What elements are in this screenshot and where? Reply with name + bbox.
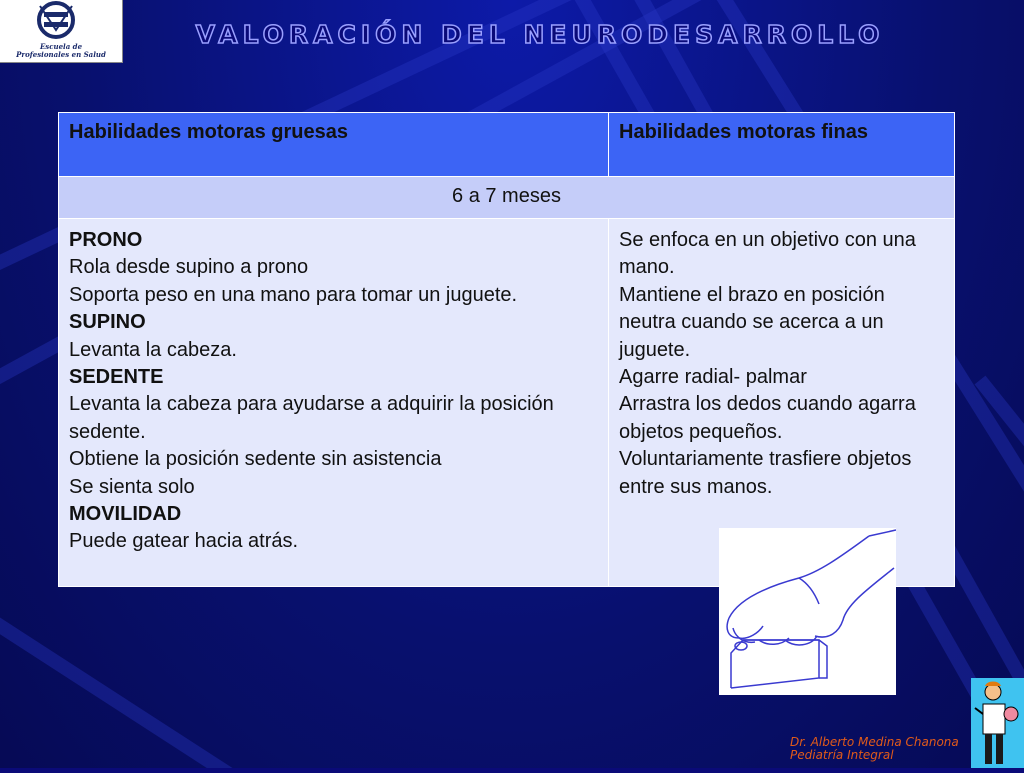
gross-item: Puede gatear hacia atrás. [69,530,299,553]
gross-item: Levanta la cabeza. [69,338,237,361]
gross-motor-cell [59,219,609,587]
age-range: 6 a 7 meses [59,177,955,219]
fine-item: Se enfoca en un objetivo con una mano. [619,229,916,279]
doctor-mascot [971,678,1024,768]
logo-text-line1: Escuela de [39,42,83,51]
hand-grasp-illustration [719,528,896,695]
logo-text-line2: Profesionales en Salud [16,50,106,59]
gross-item: SUPINO [69,311,146,334]
fine-item: Agarre radial- palmar [619,366,807,389]
hand-drawing-icon [719,528,896,695]
author-credit [790,736,959,762]
fine-item: Mantiene el brazo en posición neutra cuando se acerca a un juguete. [619,283,885,361]
gross-item: SEDENTE [69,366,164,389]
gross-item: Soporta peso en una mano para tomar un juguete. [69,283,518,306]
header-fine-motor: Habilidades motoras finas [609,113,955,177]
gross-item: MOVILIDAD [69,503,182,526]
doctor-icon [971,678,1024,768]
gross-item: Se sienta solo [69,475,195,498]
slide-title: VALORACIÓN DEL NEURODESARROLLO [195,20,885,49]
school-logo [0,0,123,63]
logo-caption [4,43,118,59]
author-subtitle: Pediatría Integral [790,748,894,762]
fine-item: Voluntariamente trasfiere objetos entre sus manos. [619,448,912,498]
author-name: Dr. Alberto Medina Chanona [790,735,959,749]
gross-item: PRONO [69,229,143,251]
gross-item: Rola desde supino a prono [69,256,309,279]
age-row [59,177,955,219]
header-gross-motor: Habilidades motoras gruesas [59,113,609,177]
table-header-row [59,113,955,177]
gross-item: Obtiene la posición sedente sin asistencia [69,448,442,471]
fine-item: Arrastra los dedos cuando agarra objetos pequeños. [619,393,916,443]
motor-skills-table [58,112,955,587]
gross-item: Levanta la cabeza para ayudarse a adquirir la posición sedente. [69,393,554,443]
